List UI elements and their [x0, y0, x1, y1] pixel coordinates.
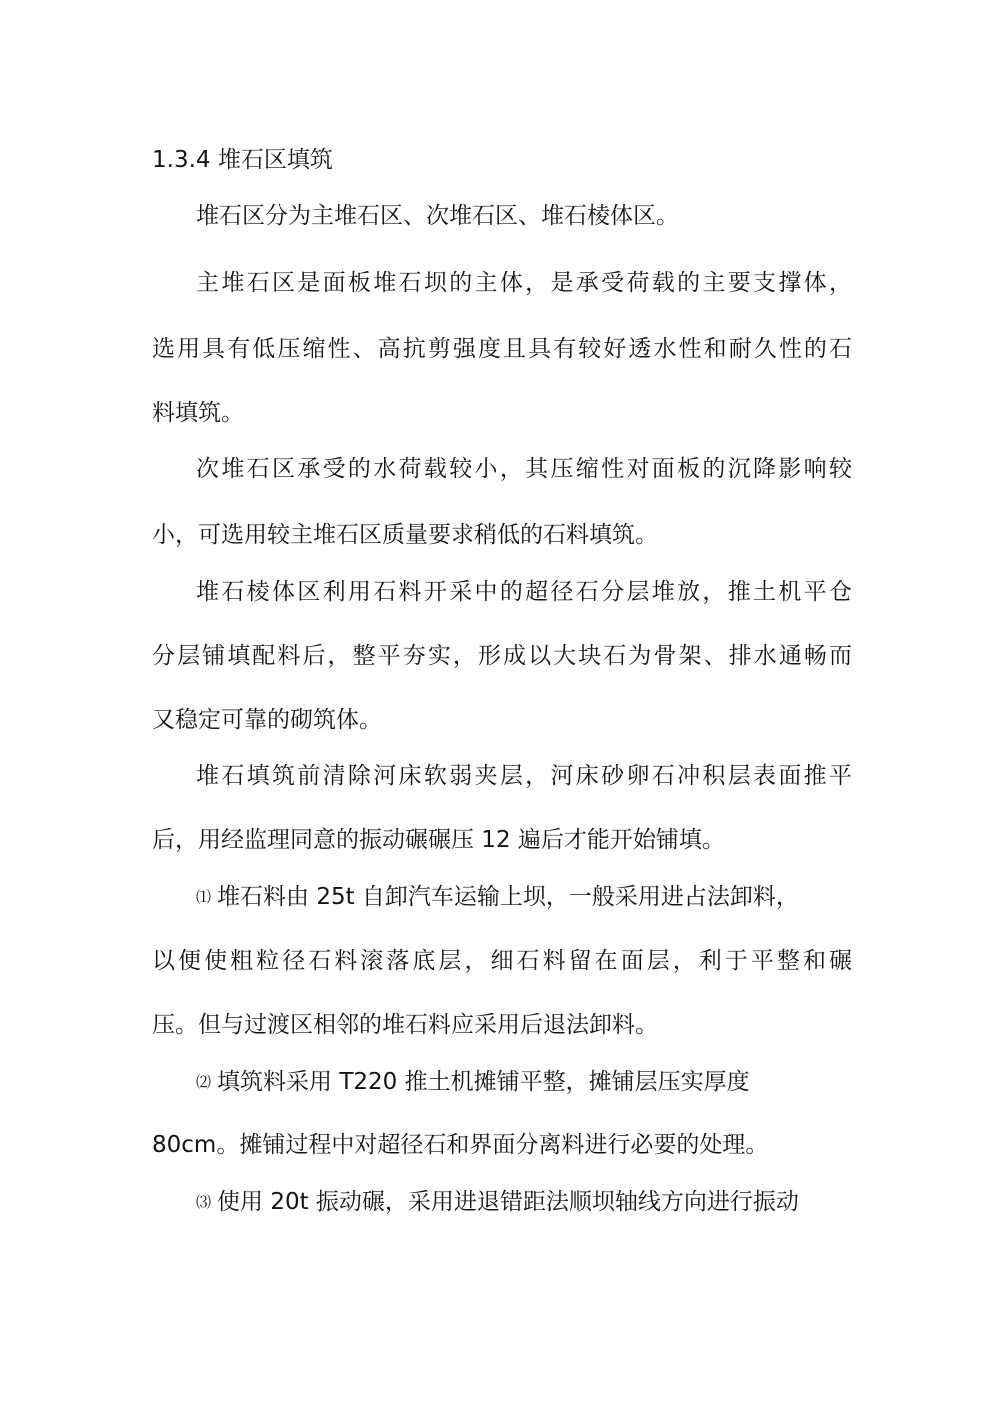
paragraph-line: 80cm。摊铺过程中对超径石和界面分离料进行必要的处理。: [152, 1132, 769, 1158]
paragraph-line: 主堆石区是面板堆石坝的主体，是承受荷载的主要支撑体，: [196, 270, 852, 296]
paragraph-line: 以便使粗粒径石料滚落底层，细石料留在面层，利于平整和碾: [152, 948, 852, 974]
list-marker: ⑴: [196, 888, 212, 906]
list-item-3: [196, 1187, 852, 1217]
paragraph-line: 又稳定可靠的砌筑体。: [152, 707, 382, 733]
list-marker: ⑶: [196, 1193, 212, 1211]
paragraph-line: 堆石区分为主堆石区、次堆石区、堆石棱体区。: [196, 203, 679, 229]
list-item-2: [196, 1067, 852, 1097]
paragraph-line: 分层铺填配料后，整平夯实，形成以大块石为骨架、排水通畅而: [152, 643, 852, 669]
paragraph-line: 后，用经监理同意的振动碾碾压 12 遍后才能开始铺填。: [152, 827, 725, 853]
paragraph-line: 次堆石区承受的水荷载较小，其压缩性对面板的沉降影响较: [196, 456, 852, 482]
paragraph-line: 压。但与过渡区相邻的堆石料应采用后退法卸料。: [152, 1012, 658, 1038]
paragraph-line: 使用 20t 振动碾，采用进退错距法顺坝轴线方向进行振动: [217, 1189, 799, 1215]
paragraph-line: 堆石填筑前清除河床软弱夹层，河床砂卵石冲积层表面推平: [196, 763, 852, 789]
paragraph-line: 小，可选用较主堆石区质量要求稍低的石料填筑。: [152, 522, 658, 548]
paragraph-line: 堆石棱体区利用石料开采中的超径石分层堆放，推土机平仓: [196, 579, 852, 605]
paragraph-line: 选用具有低压缩性、高抗剪强度且具有较好透水性和耐久性的石: [152, 336, 852, 362]
list-item-1: [196, 882, 852, 912]
paragraph-line: 填筑料采用 T220 推土机摊铺平整，摊铺层压实厚度: [217, 1069, 750, 1095]
paragraph-line: 堆石料由 25t 自卸汽车运输上坝，一般采用进占法卸料，: [217, 884, 799, 910]
paragraph-line: 料填筑。: [152, 400, 244, 426]
list-marker: ⑵: [196, 1073, 212, 1091]
section-heading: 1.3.4 堆石区填筑: [152, 147, 333, 173]
